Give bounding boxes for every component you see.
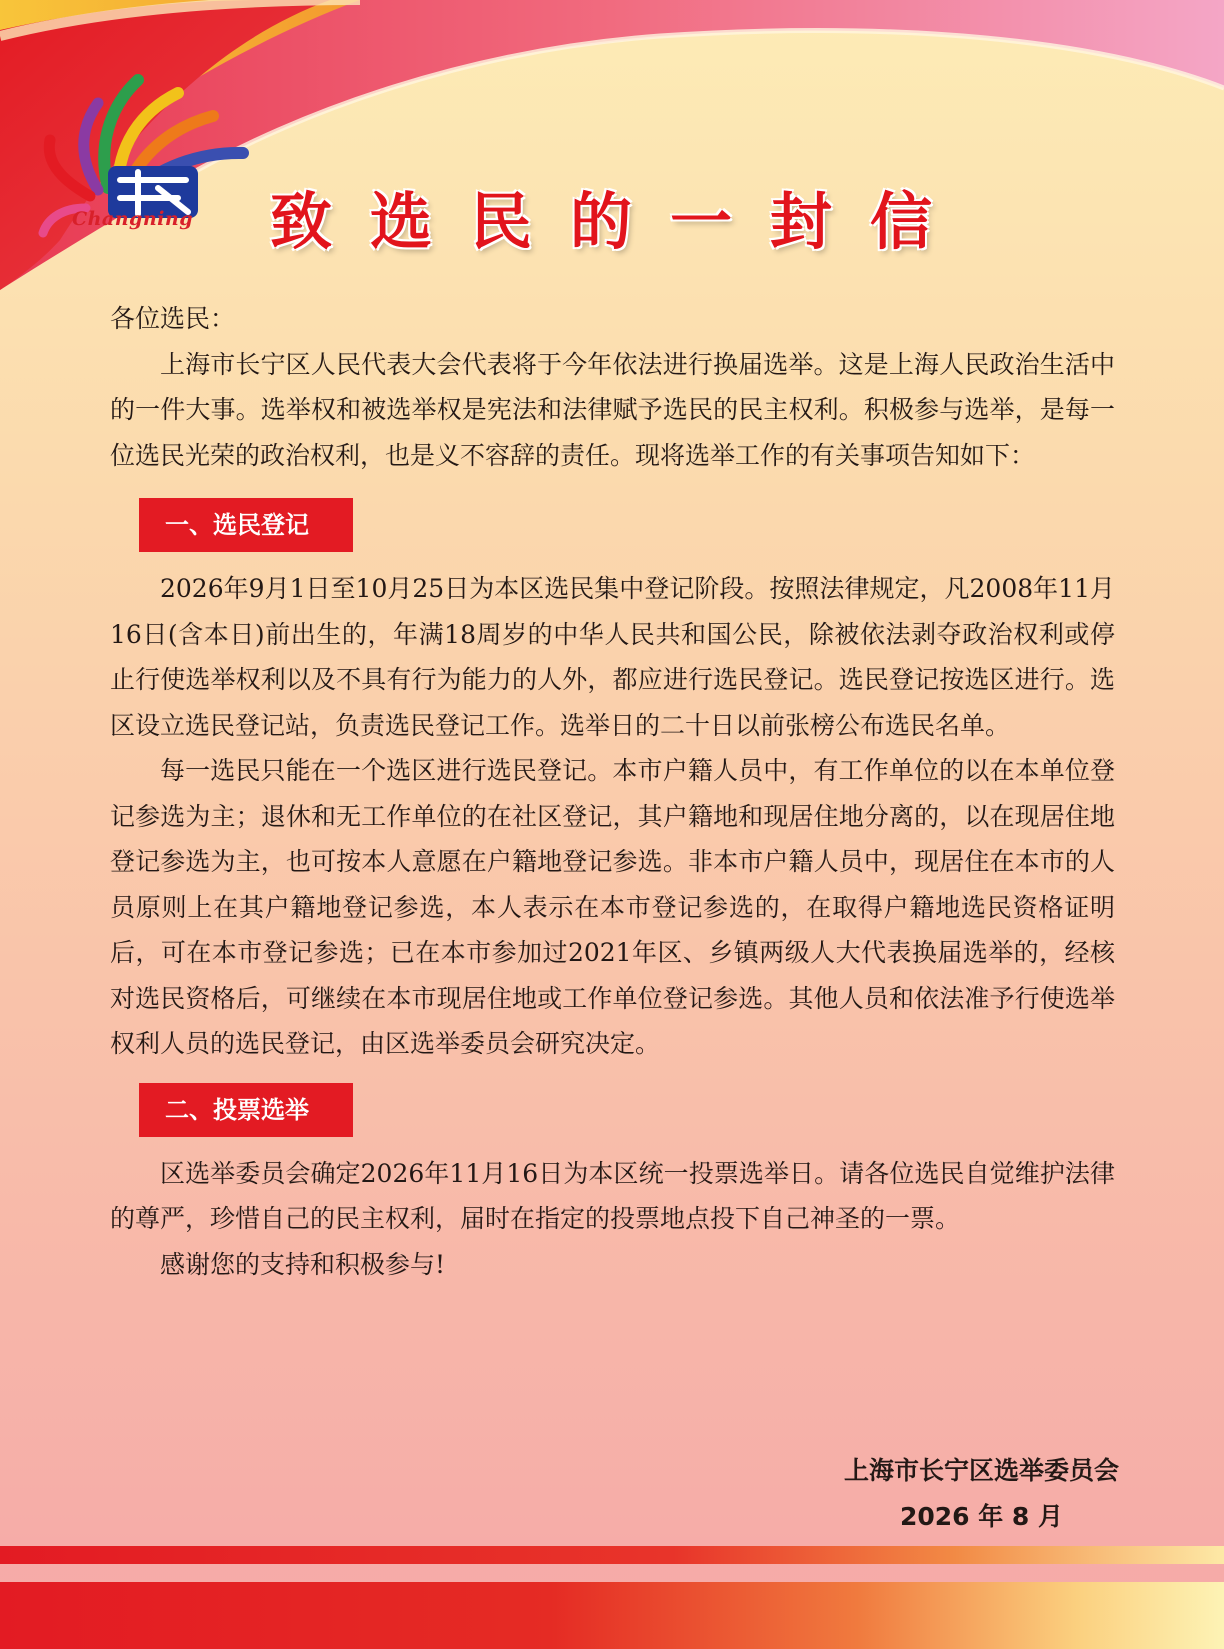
signature-org: 上海市长宁区选举委员会 [843,1456,1119,1485]
signature-block [844,1448,1119,1540]
section-heading-registration: 一、选民登记 [139,498,353,552]
footer-stripe-thin [0,1546,1224,1564]
section-heading-voting: 二、投票选举 [139,1083,353,1137]
intro-paragraph: 上海市长宁区人民代表大会代表将于今年依法进行换届选举。这是上海人民政治生活中的一件大事。选举权和被选举权是宪法和法律赋予选民的民主权利。积极参与选举，是每一位选民光荣的政治权利，也是义不容辞的责任。现将选举工作的有关事项告知如下： [110,349,1115,470]
salutation: 各位选民： [110,304,236,333]
signature-date: 2026 年 8 月 [899,1502,1064,1531]
thanks-paragraph: 感谢您的支持和积极参与! [160,1249,446,1279]
voting-paragraph: 区选举委员会确定2026年11月16日为本区统一投票选举日。请各位选民自觉维护法律的尊严，珍惜自己的民主权利，届时在指定的投票地点投下自己神圣的一票。 [110,1158,1115,1233]
page-title: 致选民的一封信 [270,185,971,258]
registration-paragraph-2: 每一选民只能在一个选区进行选民登记。本市户籍人员中，有工作单位的以在本单位登记参选为主；退休和无工作单位的在社区登记，其户籍地和现居住地分离的，以在现居住地登记参选为主，也可按本人意愿在户籍地登记参选。非本市户籍人员中，现居住在本市的人员原则上在其户籍地登记参选，本人表示在本市登记参选的，在取得户籍地选民资格证明后，可在本市登记参选；已在本市参加过2021年区、乡镇两级人大代表换届选举的，经核对选民资格后，可继续在本市现居住地或工作单位登记参选。其他人员和依法准予行使选举权利人员的选民登记，由区选举委员会研究决定。 [110,756,1115,1058]
footer-stripe-wide [0,1582,1224,1649]
registration-paragraph-1: 2026年9月1日至10月25日为本区选民集中登记阶段。按照法律规定，凡2008年11月16日(含本日)前出生的，年满18周岁的中华人民共和国公民，除被依法剥夺政治权利或停止行使选举权利以及不具有行为能力的人外，都应进行选民登记。选民登记按选区进行。选区设立选民登记站，负责选民登记工作。选举日的二十日以前张榜公布选民名单。 [110,574,1115,740]
letter-body [110,296,1115,1287]
logo-caption: Changning [72,208,193,230]
